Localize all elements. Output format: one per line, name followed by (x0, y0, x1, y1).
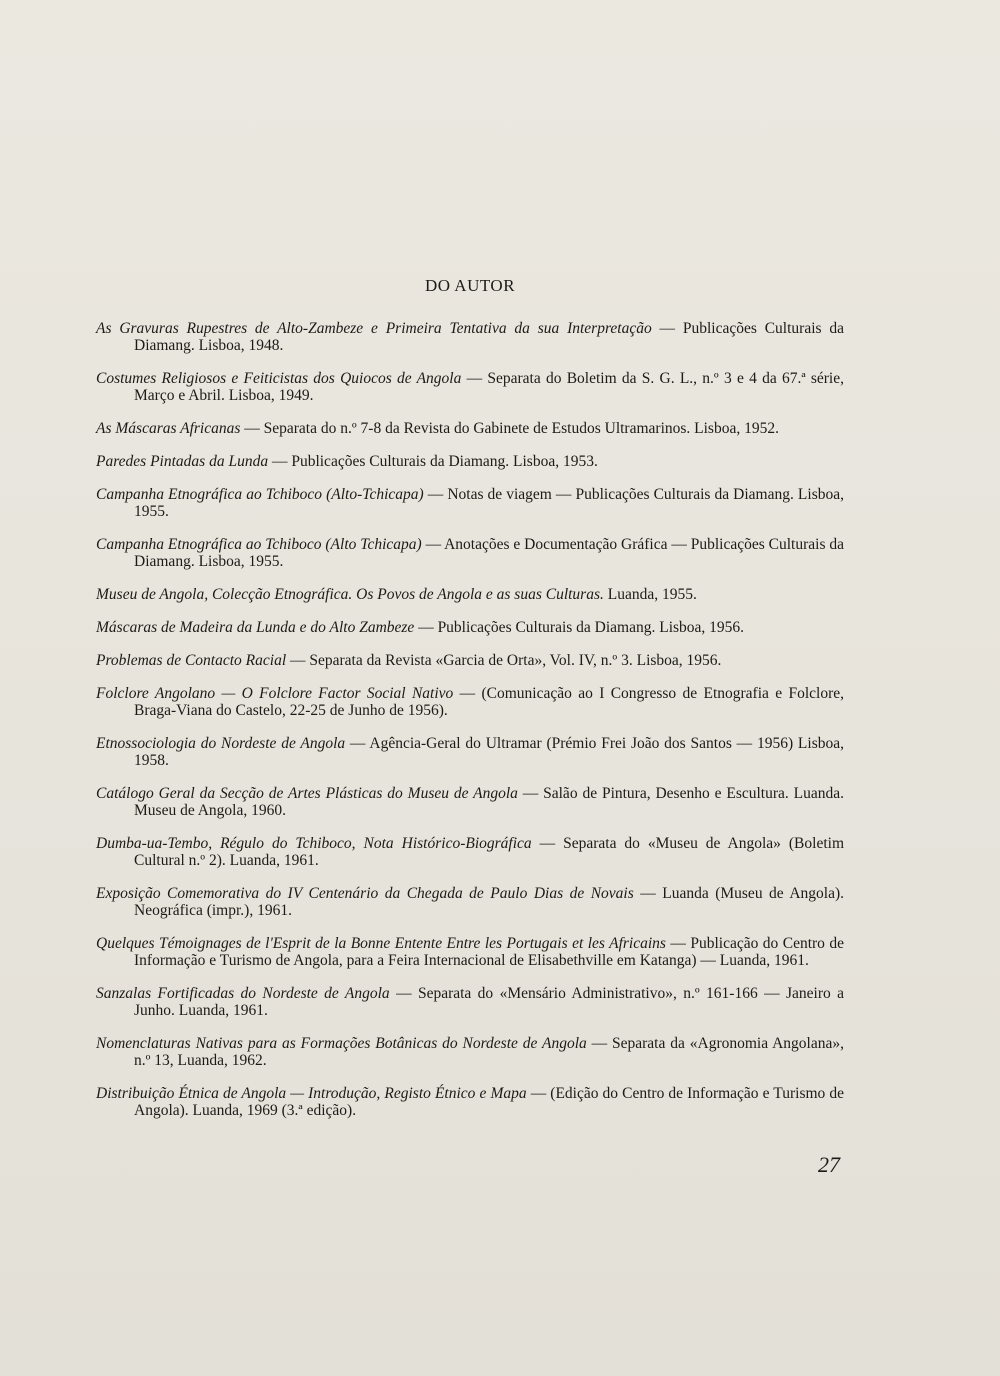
entry-details: — Separata do «Mensário Administrativo», n.º 161-166 — Janeiro a Junho. Luanda, 1961. (134, 985, 844, 1019)
entry-title: Folclore Angolano — O Folclore Factor Social Nativo (96, 685, 454, 702)
entry-details: — Separata do n.º 7-8 da Revista do Gabinete de Estudos Ultramarinos. Lisboa, 1952. (240, 420, 779, 437)
entry-details: — Publicações Culturais da Diamang. Lisboa, 1948. (134, 320, 844, 354)
bibliography-entry (96, 935, 844, 969)
entry-title: Nomenclaturas Nativas para as Formações Botânicas do Nordeste de Angola (96, 1035, 587, 1052)
entry-details: — Separata da Revista «Garcia de Orta», Vol. IV, n.º 3. Lisboa, 1956. (286, 652, 722, 669)
entry-title: Máscaras de Madeira da Lunda e do Alto Zambeze (96, 619, 415, 636)
entry-title: Costumes Religiosos e Feiticistas dos Quiocos de Angola (96, 370, 462, 387)
bibliography-entry (96, 685, 844, 719)
entry-details: — Notas de viagem — Publicações Culturais da Diamang. Lisboa, 1955. (134, 486, 844, 520)
entry-details: — Anotações e Documentação Gráfica — Publicações Culturais da Diamang. Lisboa, 1955. (134, 536, 844, 570)
bibliography-entry (96, 835, 844, 869)
entry-details: Luanda, 1955. (603, 586, 697, 603)
bibliography-entry (96, 586, 844, 603)
entry-title: Exposição Comemorativa do IV Centenário da Chegada de Paulo Dias de Novais (96, 885, 634, 902)
entry-details: — (Comunicação ao I Congresso de Etnografia e Folclore, Braga-Viana do Castelo, 22-25 de Junho de 1956). (134, 685, 844, 719)
bibliography-entry (96, 985, 844, 1019)
bibliography-entry (96, 486, 844, 520)
section-heading: DO AUTOR (424, 276, 516, 295)
entry-title: Sanzalas Fortificadas do Nordeste de Angola (96, 985, 390, 1002)
entry-title: Problemas de Contacto Racial (96, 652, 287, 669)
bibliography-entry (96, 536, 844, 570)
bibliography-entry (96, 652, 844, 669)
bibliography-entry (96, 1085, 844, 1119)
bibliography-entry (96, 885, 844, 919)
bibliography-entry (96, 420, 844, 437)
entry-details: — Luanda (Museu de Angola). Neográfica (impr.), 1961. (134, 885, 844, 919)
entry-details: — Salão de Pintura, Desenho e Escultura. Luanda. Museu de Angola, 1960. (134, 785, 844, 819)
entry-title: As Máscaras Africanas (96, 420, 241, 437)
entry-title: Dumba-ua-Tembo, Régulo do Tchiboco, Nota Histórico-Biográfica (96, 835, 532, 852)
entry-title: Museu de Angola, Colecção Etnográfica. Os Povos de Angola e as suas Culturas. (96, 586, 604, 603)
entry-title: Paredes Pintadas da Lunda (96, 453, 269, 470)
bibliography-entry (96, 453, 844, 470)
entry-details: — Separata do «Museu de Angola» (Boletim Cultural n.º 2). Luanda, 1961. (134, 835, 844, 869)
bibliography-entry (96, 370, 844, 404)
bibliography-entry (96, 320, 844, 354)
entry-title: Campanha Etnográfica ao Tchiboco (Alto Tchicapa) (96, 536, 422, 553)
entry-title: Campanha Etnográfica ao Tchiboco (Alto-Tchicapa) (96, 486, 424, 503)
page-number: 27 (818, 1152, 840, 1177)
bibliography-entry (96, 1035, 844, 1069)
bibliography-entry (96, 785, 844, 819)
entry-title: As Gravuras Rupestres de Alto-Zambeze e Primeira Tentativa da sua Interpretação (96, 320, 652, 337)
entry-details: — Publicação do Centro de Informação e Turismo de Angola, para a Feira Internacional de Elisabethville em Katanga) — Luanda, 1961. (134, 935, 844, 969)
entry-details: — Separata do Boletim da S. G. L., n.º 3 e 4 da 67.ª série, Março e Abril. Lisboa, 1949. (134, 370, 844, 404)
bibliography-list (96, 320, 844, 1135)
entry-details: — (Edição do Centro de Informação e Turismo de Angola). Luanda, 1969 (3.ª edição). (134, 1085, 844, 1119)
bibliography-entry (96, 735, 844, 769)
entry-title: Quelques Témoignages de l'Esprit de la Bonne Entente Entre les Portugais et les Africains (96, 935, 666, 952)
entry-title: Etnossociologia do Nordeste de Angola (96, 735, 346, 752)
entry-title: Distribuição Étnica de Angola — Introdução, Registo Étnico e Mapa (96, 1085, 527, 1102)
entry-details: — Publicações Culturais da Diamang. Lisboa, 1956. (414, 619, 745, 636)
entry-details: — Publicações Culturais da Diamang. Lisboa, 1953. (268, 453, 598, 470)
bibliography-entry (96, 619, 844, 636)
entry-details: — Separata da «Agronomia Angolana», n.º 13, Luanda, 1962. (134, 1035, 844, 1069)
entry-details: — Agência-Geral do Ultramar (Prémio Frei João dos Santos — 1956) Lisboa, 1958. (134, 735, 844, 769)
entry-title: Catálogo Geral da Secção de Artes Plásticas do Museu de Angola (96, 785, 518, 802)
